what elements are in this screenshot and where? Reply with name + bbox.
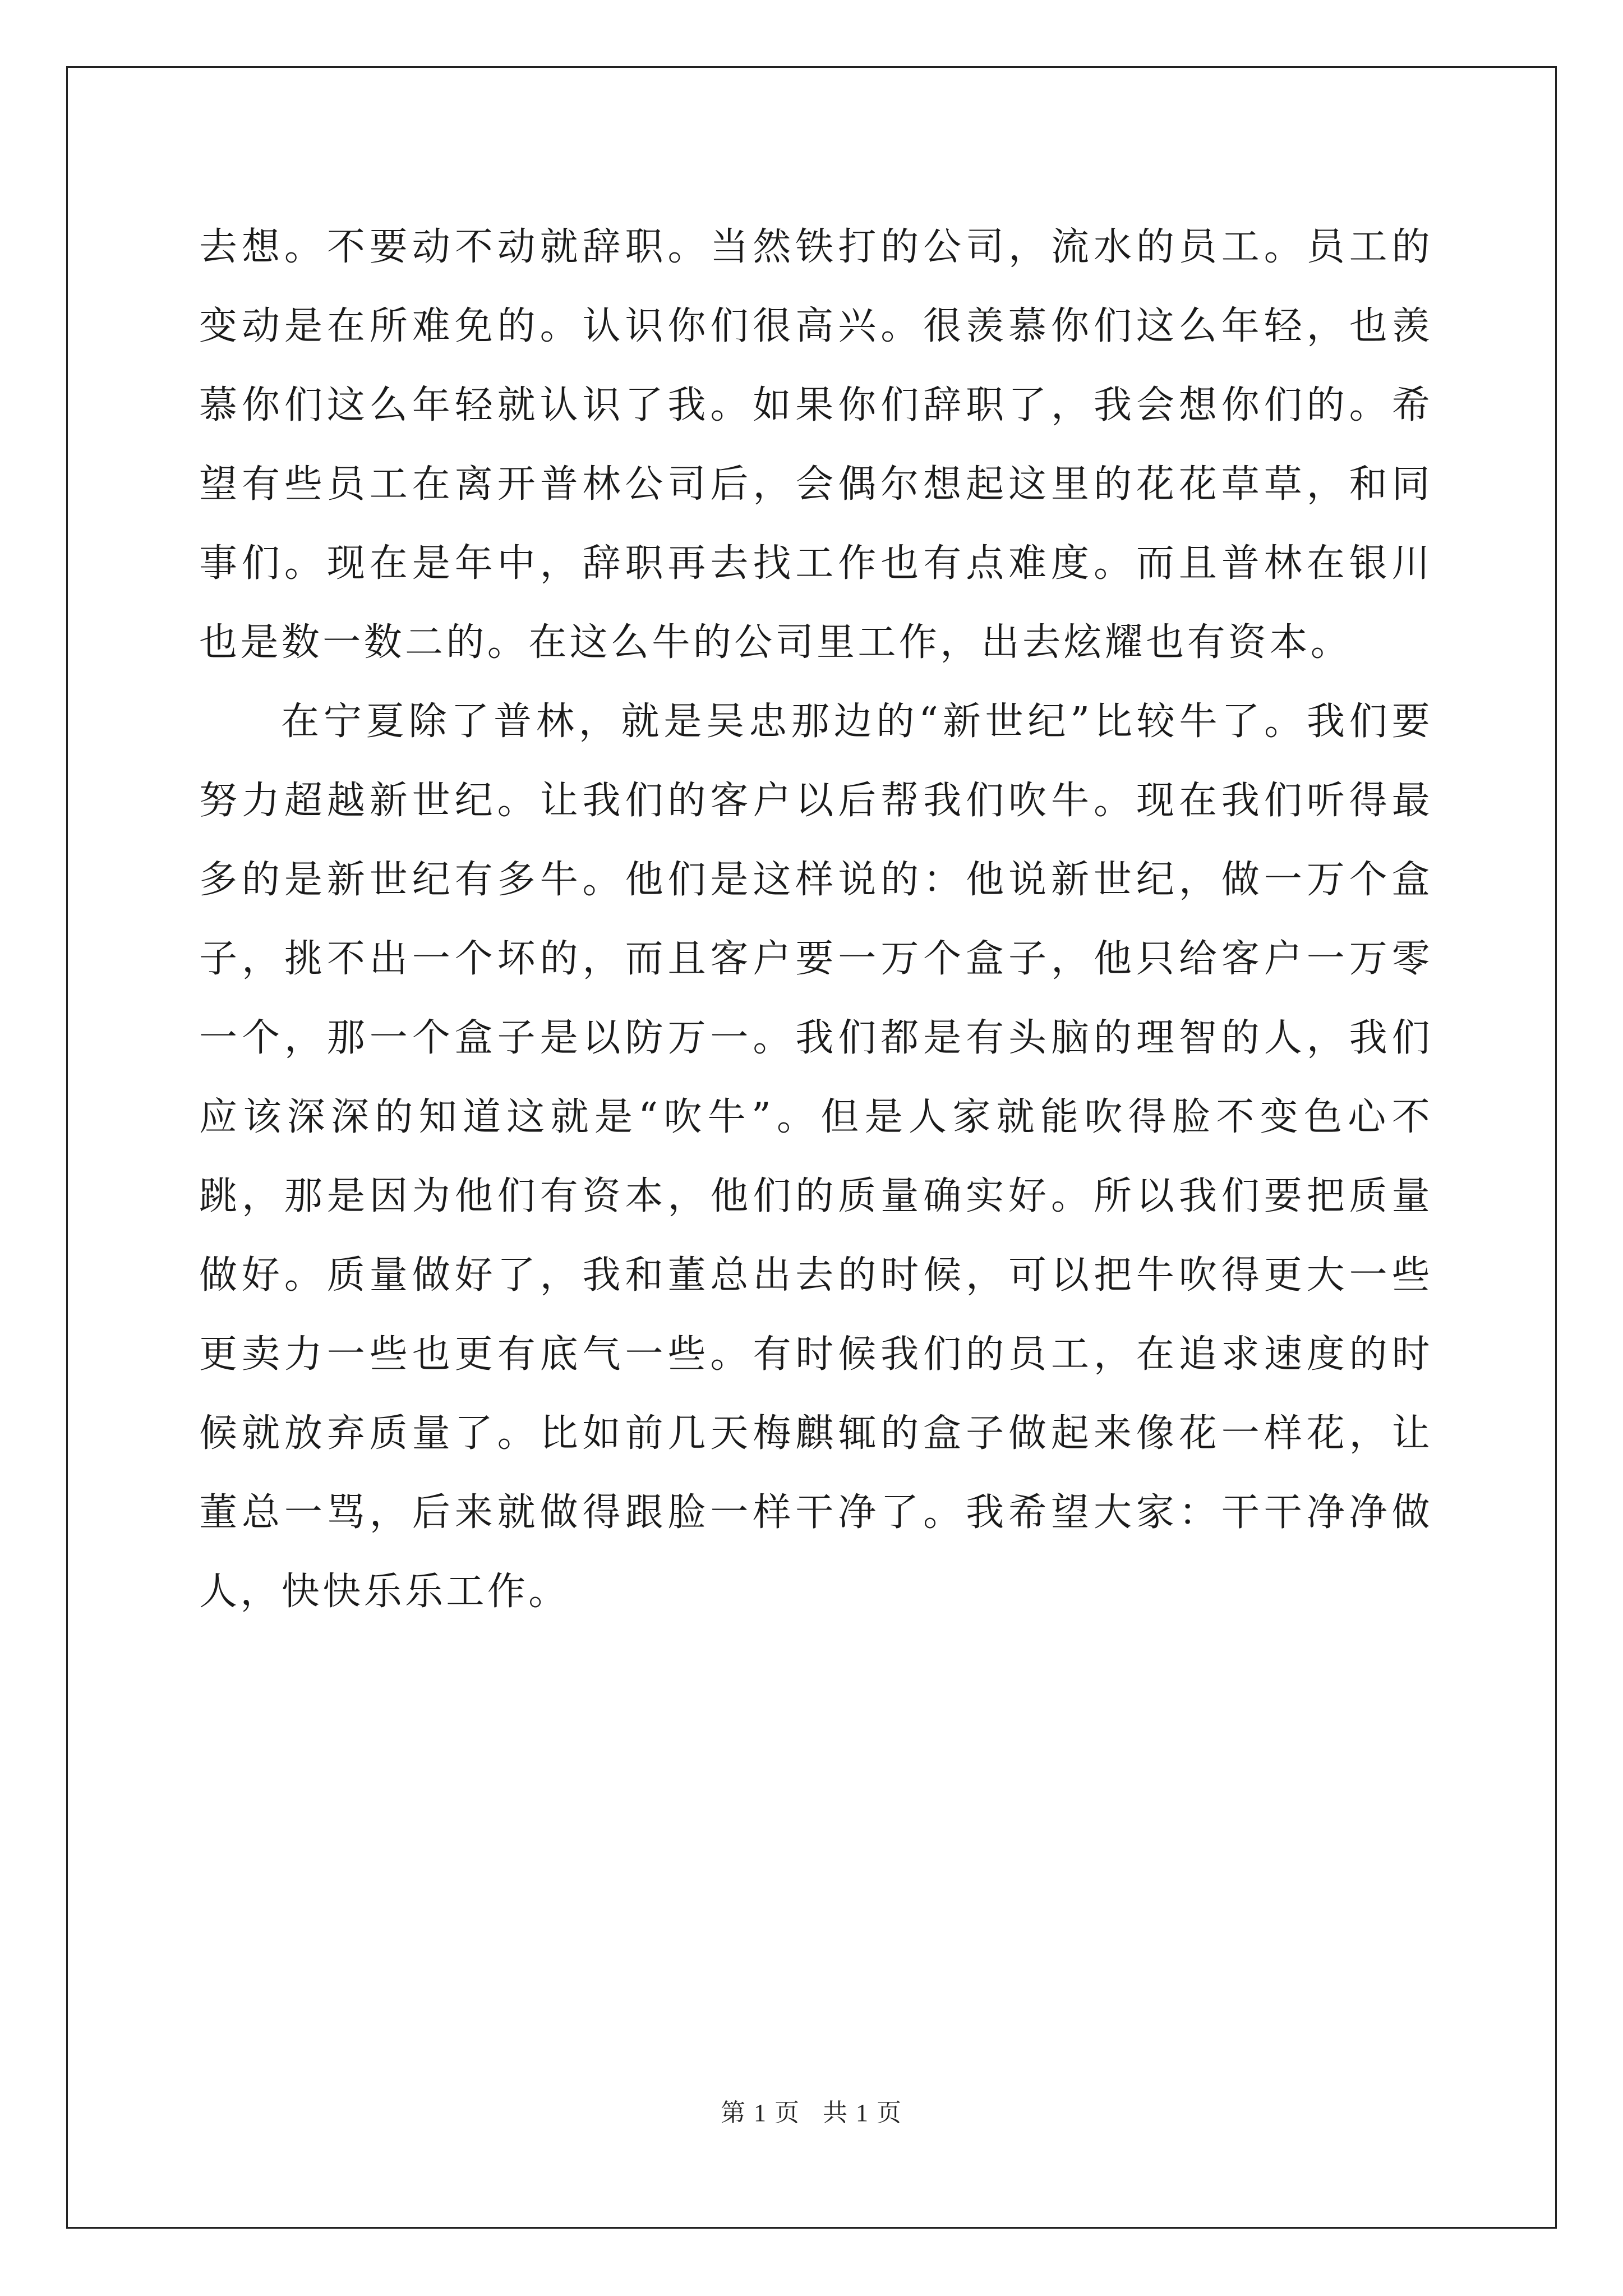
paragraph-1: 去想。不要动不动就辞职。当然铁打的公司，流水的员工。员工的变动是在所难免的。认识你们很高兴。很羡慕你们这么年轻，也羡慕你们这么年轻就认识了我。如果你们辞职了，我会想你们的。希望有些员工在离开普林公司后，会偶尔想起这里的花花草草，和同事们。现在是年中，辞职再去找工作也有点难度。而且普林在银川也是数一数二的。在这么牛的公司里工作，出去炫耀也有资本。 — [199, 225, 1433, 665]
page-footer — [0, 2092, 1623, 2128]
page-number: 第 1 页 — [721, 2099, 800, 2127]
paragraph-2: 在宁夏除了普林，就是吴忠那边的“新世纪”比较牛了。我们要努力超越新世纪。让我们的客户以后帮我们吹牛。现在我们听得最多的是新世纪有多牛。他们是这样说的：他说新世纪，做一万个盒子，挑不出一个坏的，而且客户要一万个盒子，他只给客户一万零一个，那一个盒子是以防万一。我们都是有头脑的理智的人，我们应该深深的知道这就是“吹牛”。但是人家就能吹得脸不变色心不跳，那是因为他们有资本，他们的质量确实好。所以我们要把质量做好。质量做好了，我和董总出去的时候，可以把牛吹得更大一些更卖力一些也更有底气一些。有时候我们的员工，在追求速度的时候就放弃质量了。比如前几天梅麒辄的盒子做起来像花一样花，让董总一骂，后来就做得跟脸一样干净了。我希望大家：干干净净做人，快快乐乐工作。 — [199, 700, 1433, 1614]
document-body — [199, 208, 1433, 1631]
page-total: 共 1 页 — [823, 2099, 902, 2127]
